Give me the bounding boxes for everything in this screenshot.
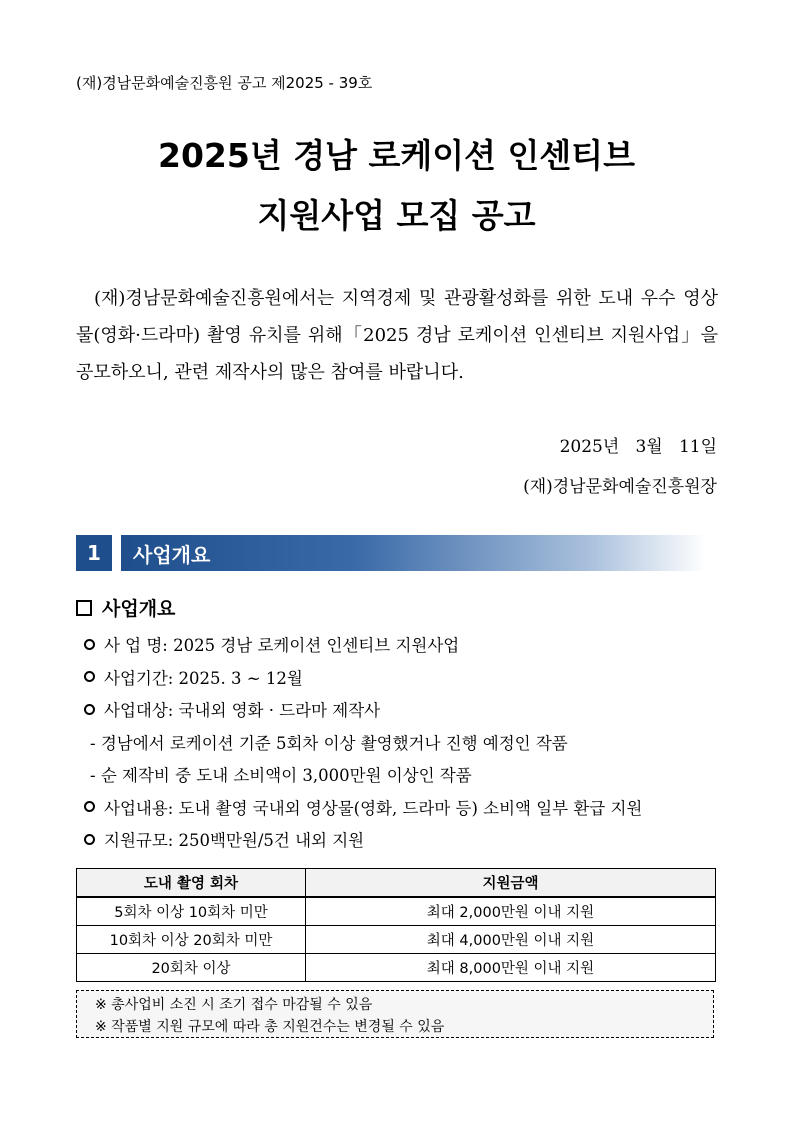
table-row bbox=[77, 897, 716, 926]
table-row bbox=[77, 926, 716, 954]
note-line: ※ 총사업비 소진 시 조기 접수 마감될 수 있음 bbox=[95, 997, 373, 1013]
notes-box bbox=[76, 990, 714, 1038]
circle-bullet-icon bbox=[84, 704, 95, 715]
table-header-cell: 도내 촬영 회차 bbox=[77, 869, 306, 898]
list-item bbox=[84, 693, 724, 726]
section-header bbox=[76, 535, 706, 571]
subheading bbox=[76, 594, 175, 621]
table-header-cell: 지원금액 bbox=[306, 869, 716, 898]
note-line: ※ 작품별 지원 규모에 따라 총 지원건수는 변경될 수 있음 bbox=[95, 1019, 445, 1035]
section-title: 사업개요 bbox=[121, 535, 706, 571]
list-item-text: 사업대상: 국내외 영화 · 드라마 제작사 bbox=[104, 701, 381, 721]
subheading-label: 사업개요 bbox=[102, 598, 176, 620]
list-subitem bbox=[84, 726, 724, 759]
list-item-text: 사업기간: 2025. 3 ~ 12월 bbox=[104, 668, 303, 688]
list-item-text: 사 업 명: 2025 경남 로케이션 인센티브 지원사업 bbox=[104, 636, 460, 656]
overview-list bbox=[84, 628, 724, 856]
list-item bbox=[84, 661, 724, 694]
list-subitem-text: - 순 제작비 중 도내 소비액이 3,000만원 이상인 작품 bbox=[90, 766, 472, 786]
table-row bbox=[77, 954, 716, 982]
circle-bullet-icon bbox=[84, 801, 95, 812]
notice-number: (재)경남문화예술진흥원 공고 제2025 - 39호 bbox=[76, 74, 373, 92]
support-amount-table bbox=[76, 868, 716, 982]
list-item-text: 지원규모: 250백만원/5건 내외 지원 bbox=[104, 831, 365, 851]
table-cell: 10회차 이상 20회차 미만 bbox=[77, 926, 306, 954]
list-item-text: 사업내용: 도내 촬영 국내외 영상물(영화, 드라마 등) 소비액 일부 환급 지원 bbox=[104, 798, 643, 818]
page-title-line2: 지원사업 모집 공고 bbox=[257, 196, 536, 235]
announcement-date: 2025년 3월 11일 bbox=[559, 437, 717, 457]
list-item bbox=[84, 628, 724, 661]
circle-bullet-icon bbox=[84, 834, 95, 845]
checkbox-square-icon bbox=[76, 600, 92, 616]
list-item bbox=[84, 823, 724, 856]
list-subitem-text: - 경남에서 로케이션 기준 5회차 이상 촬영했거나 진행 예정인 작품 bbox=[90, 733, 568, 753]
issuer-name: (재)경남문화예술진흥원장 bbox=[523, 477, 717, 497]
list-subitem bbox=[84, 758, 724, 791]
table-cell: 최대 2,000만원 이내 지원 bbox=[306, 897, 716, 926]
section-number: 1 bbox=[76, 535, 112, 571]
intro-paragraph: (재)경남문화예술진흥원에서는 지역경제 및 관광활성화를 위한 도내 우수 영상물(영화·드라마) 촬영 유치를 위해「2025 경남 로케이션 인센티브 지원사업」을 공모하오니, 관련 제작사의 많은 참여를 바랍니다. bbox=[76, 288, 718, 383]
circle-bullet-icon bbox=[84, 639, 95, 650]
table-cell: 최대 4,000만원 이내 지원 bbox=[306, 926, 716, 954]
table-header-row bbox=[77, 869, 716, 898]
table-cell: 20회차 이상 bbox=[77, 954, 306, 982]
table-cell: 최대 8,000만원 이내 지원 bbox=[306, 954, 716, 982]
page-title-line1: 2025년 경남 로케이션 인센티브 bbox=[158, 136, 635, 175]
circle-bullet-icon bbox=[84, 671, 95, 682]
table-cell: 5회차 이상 10회차 미만 bbox=[77, 897, 306, 926]
list-item bbox=[84, 791, 724, 824]
